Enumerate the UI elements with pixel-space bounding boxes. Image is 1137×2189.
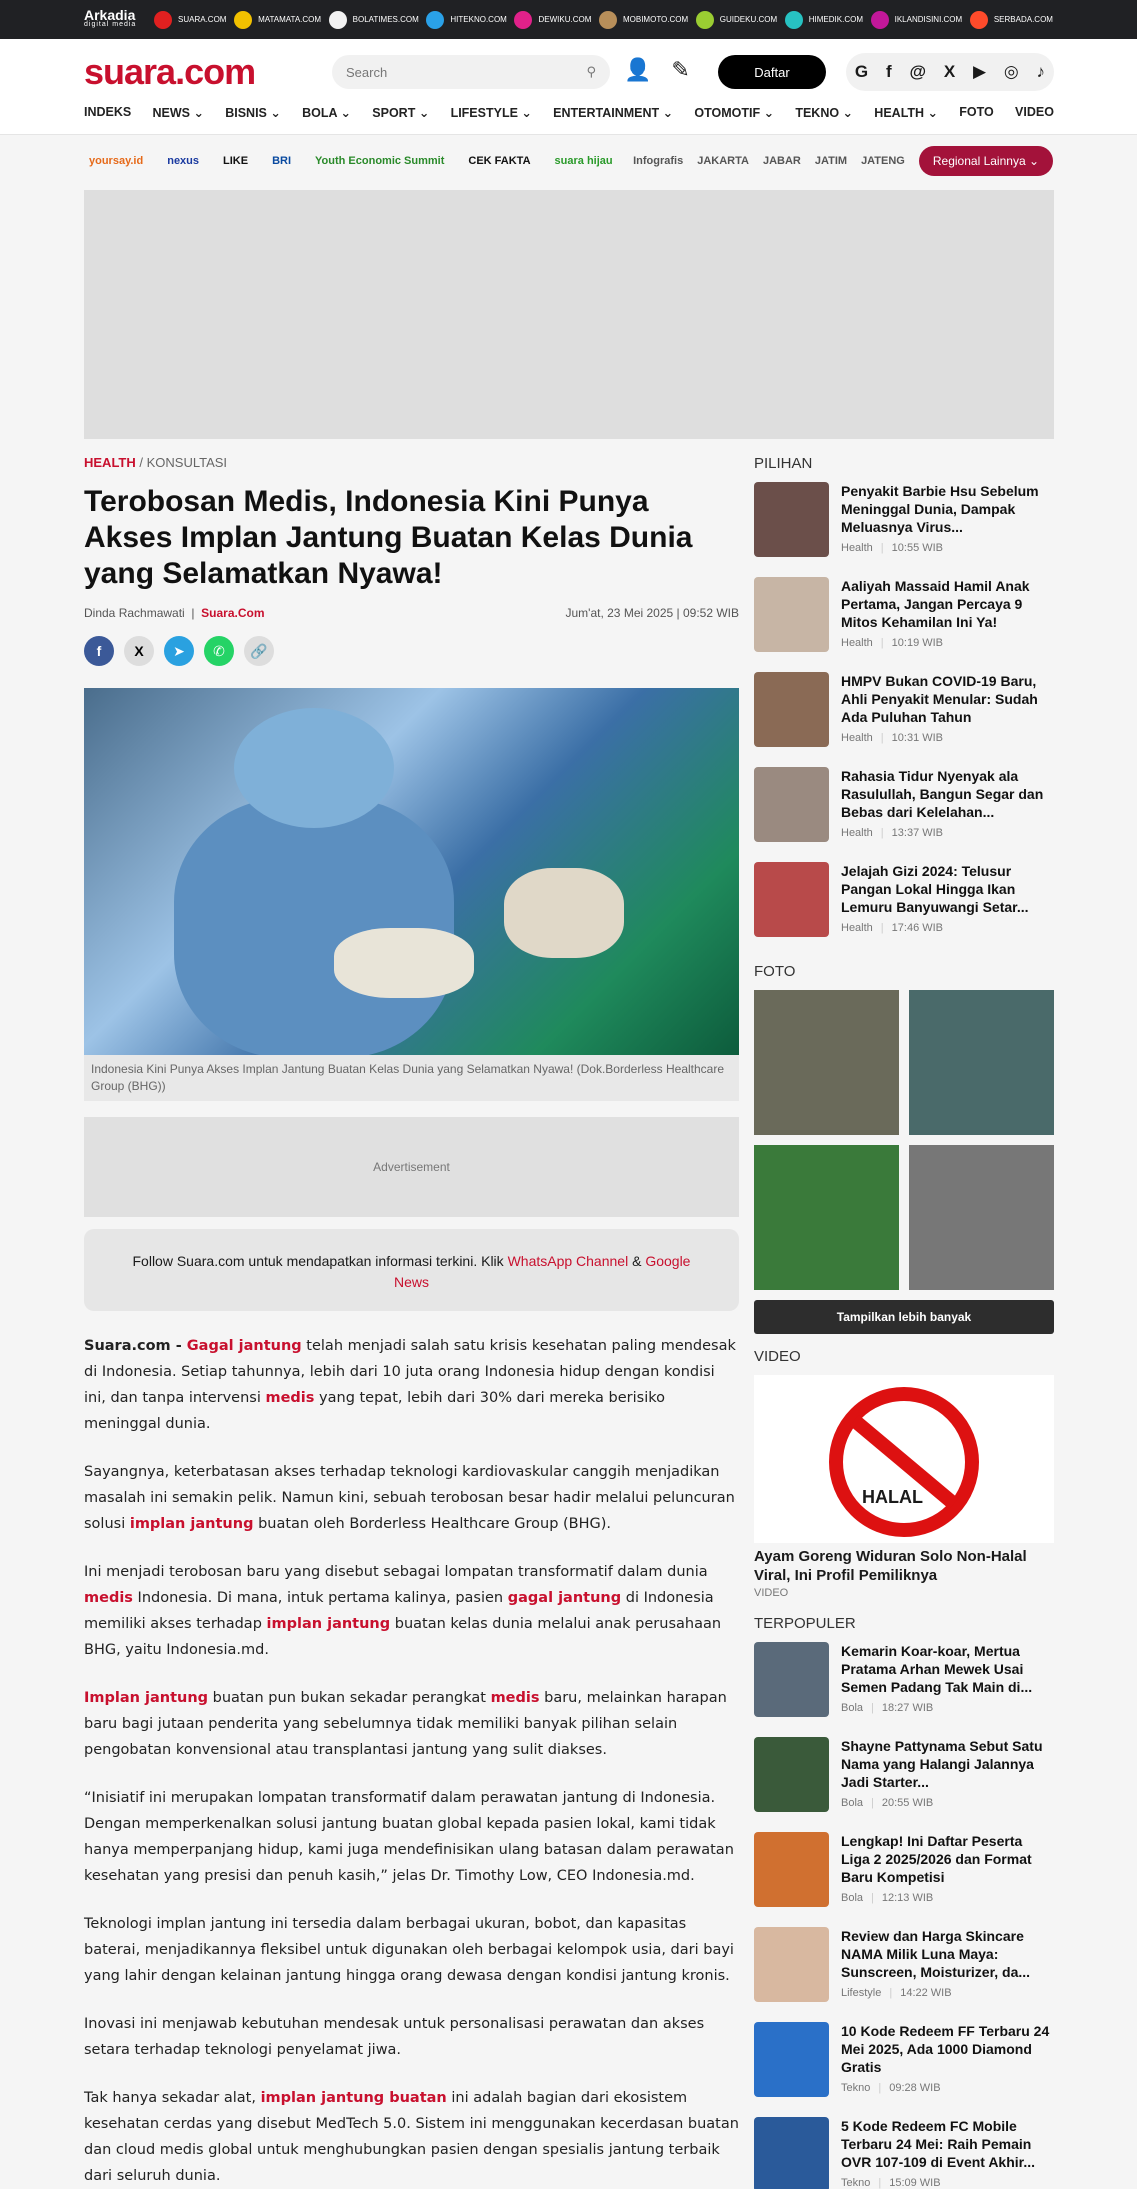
- site-name: GUIDEKU.COM: [719, 15, 778, 24]
- news-thumbnail[interactable]: [754, 1832, 829, 1907]
- network-site-link[interactable]: [426, 11, 506, 29]
- network-site-link[interactable]: [234, 11, 321, 29]
- news-meta: [841, 2177, 1054, 2189]
- news-category[interactable]: Bola: [841, 1702, 864, 1714]
- news-time: 12:13 WIB: [881, 1892, 934, 1904]
- article-body: Suara.com - Gagal jantung telah menjadi salah satu krisis kesehatan paling mendesak di Indonesia. Setiap tahunnya, lebih dari 10 juta orang Indonesia hidup dengan kondisi ini, dan tanpa intervensi medis yang tepat, lebih dari 30% dari mereka berisiko meninggal dunia. Sayangnya, keterbatasan akses terhadap teknologi kardiovaskular canggih menjadikan masalah ini semakin pelik. Namun kini, sebuah terobosan besar hadir melalui peluncuran solusi implan jantung buatan oleh Borderless Healthcare Group (BHG). Ini menjadi terobosan baru yang disebut sebagai lompatan transformatif dalam dunia medis Indonesia. Di mana, intuk pertama kalinya, pasien gagal jantung di Indonesia memiliki akses terhadap implan jantung buatan kelas dunia melalui anak perusahaan BHG, yaitu Indonesia.md. Implan jantung buatan pun bukan sekadar perangkat medis baru, melainkan harapan baru bagi jutaan penderita yang sebelumnya tidak memiliki banyak pilihan selain pengobatan konvensional atau transplantasi jantung yang sulit diakses. “Inisiatif ini merupakan lompatan transformatif dalam perawatan jantung di Indonesia. Dengan memperkenalkan solusi jantung buatan global kepada pasien lokal, kami tidak hanya memperpanjang hidup, kami juga mendefinisikan ulang batasan dalam perawatan kesehatan yang presisi dan penuh kasih,” jelas Dr. Timothy Low, CEO Indonesia.md. Teknologi implan jantung ini tersedia dalam berbagai ukuran, bobot, dan kapasitas baterai, menjadikannya fleksibel untuk digunakan oleh berbagai kelompok usia, dari bayi yang lahir dengan kelainan jantung hingga orang dewasa dengan kondisi jantung kronis. Inovasi ini menjawab kebutuhan mendesak untuk personalisasi perawatan dan akses setara terhadap teknologi penyelamat jiwa. Tak hanya sekadar alat, implan jantung buatan ini adalah bagian dari ekosistem kesehatan cerdas yang disebut MedTech 5.0. Sistem ini menggunakan kecerdasan buatan dan cloud medis global untuk menghubungkan pasien dengan spesialis jantung terbaik dari seluruh dunia.: [84, 1338, 739, 2184]
- news-thumbnail[interactable]: [754, 672, 829, 747]
- region-link[interactable]: JAKARTA: [697, 155, 749, 167]
- site-name: HITEKNO.COM: [450, 15, 507, 24]
- news-time: 20:55 WIB: [881, 1797, 934, 1809]
- publish-date: Jum'at, 23 Mei 2025 | 09:52 WIB: [565, 606, 739, 620]
- news-time: 09:28 WIB: [889, 2082, 941, 2094]
- nav-item[interactable]: TEKNO ⌄: [795, 106, 854, 120]
- article-title: Terobosan Medis, Indonesia Kini Punya Akses Implan Jantung Buatan Kelas Dunia yang Selamatkan Nyawa!: [84, 485, 693, 590]
- social-icon[interactable]: ▶: [972, 62, 987, 81]
- site-icon: [871, 11, 889, 29]
- news-card[interactable]: [754, 1832, 1054, 1927]
- site-name: HIMEDIK.COM: [808, 15, 863, 24]
- article-meta: Dinda Rachmawati | Suara.Com Jum'at, 23 Mei 2025 | 09:52 WIB: [84, 606, 739, 620]
- photo-thumbnail[interactable]: [754, 990, 899, 1135]
- nav-item[interactable]: NEWS ⌄: [152, 106, 204, 120]
- video-thumbnail[interactable]: [754, 1375, 1054, 1543]
- follow-box: Follow Suara.com untuk mendapatkan informasi terkini. Klik WhatsApp Channel & Google News: [84, 1229, 739, 1311]
- popular-heading: TERPOPULER: [754, 1615, 856, 1632]
- nav-item[interactable]: INDEKS: [84, 105, 132, 119]
- news-title[interactable]: Aaliyah Massaid Hamil Anak Pertama, Jangan Percaya 9 Mitos Kehamilan Ini Ya!: [841, 578, 1030, 630]
- region-link[interactable]: JATENG: [861, 155, 905, 167]
- region-link[interactable]: Infografis: [633, 155, 684, 167]
- site-icon: [785, 11, 803, 29]
- partner-logo[interactable]: yoursay.id: [89, 155, 144, 167]
- news-thumbnail[interactable]: [754, 767, 829, 842]
- site-name: DEWIKU.COM: [538, 15, 592, 24]
- pencil-icon[interactable]: ✎: [671, 57, 690, 82]
- source: Suara.Com: [201, 606, 265, 620]
- site-name: SERBADA.COM: [993, 15, 1053, 24]
- no-halal-sign: HALAL: [862, 1487, 923, 1507]
- main-nav: [84, 105, 1054, 120]
- news-time: 13:37 WIB: [891, 827, 944, 839]
- site-icon: [329, 11, 347, 29]
- news-title[interactable]: Penyakit Barbie Hsu Sebelum Meninggal Dunia, Dampak Meluasnya Virus...: [841, 483, 1039, 535]
- news-category[interactable]: Bola: [841, 1892, 864, 1904]
- nav-item[interactable]: BOLA ⌄: [302, 106, 352, 120]
- news-title[interactable]: Kemarin Koar-koar, Mertua Pratama Arhan Mewek Usai Semen Padang Tak Main di...: [841, 1643, 1033, 1695]
- link-icon[interactable]: 🔗: [244, 636, 274, 666]
- news-title[interactable]: Review dan Harga Skincare NAMA Milik Luna Maya: Sunscreen, Moisturizer, da...: [841, 1928, 1031, 1980]
- nav-item[interactable]: FOTO: [959, 105, 994, 119]
- news-category[interactable]: Tekno: [841, 2177, 871, 2189]
- social-icon[interactable]: f: [885, 62, 892, 81]
- network-sites: [154, 11, 1053, 29]
- news-meta: [841, 1892, 1054, 1904]
- site-icon: [696, 11, 714, 29]
- hero-image: [84, 688, 739, 1055]
- partner-bar: [0, 136, 1137, 186]
- news-thumbnail[interactable]: [754, 1642, 829, 1717]
- news-title[interactable]: Jelajah Gizi 2024: Telusur Pangan Lokal Hingga Ikan Lemuru Banyuwangi Setar...: [841, 863, 1029, 915]
- partner-logo[interactable]: suara hijau: [554, 155, 613, 167]
- breadcrumb: HEALTH / KONSULTASI: [84, 455, 228, 470]
- news-title[interactable]: Shayne Pattynama Sebut Satu Nama yang Halangi Jalannya Jadi Starter...: [841, 1738, 1043, 1790]
- network-site-link[interactable]: [599, 11, 688, 29]
- user-icon[interactable]: 👤: [624, 57, 652, 82]
- site-name: MATAMATA.COM: [258, 15, 322, 24]
- meta-divider: |: [871, 1892, 874, 1904]
- news-thumbnail[interactable]: [754, 862, 829, 937]
- news-meta: [841, 637, 1054, 649]
- news-category[interactable]: Lifestyle: [841, 1987, 882, 1999]
- social-icon[interactable]: G: [854, 62, 869, 81]
- site-name: BOLATIMES.COM: [352, 15, 419, 24]
- news-thumbnail[interactable]: [754, 2117, 829, 2189]
- network-site-link[interactable]: [970, 11, 1053, 29]
- news-time: 10:31 WIB: [891, 732, 944, 744]
- network-site-link[interactable]: [329, 11, 419, 29]
- meta-divider: |: [880, 637, 884, 649]
- article: [84, 455, 739, 2189]
- photo-grid: [754, 990, 1054, 1290]
- whatsapp-icon[interactable]: ✆: [204, 636, 234, 666]
- video-category: VIDEO: [754, 1587, 789, 1599]
- news-card[interactable]: [754, 577, 1054, 672]
- news-meta: [841, 1702, 1054, 1714]
- site-icon: [970, 11, 988, 29]
- news-time: 10:55 WIB: [891, 542, 944, 554]
- news-time: 10:19 WIB: [891, 637, 944, 649]
- network-site-link[interactable]: [871, 11, 963, 29]
- news-category[interactable]: Health: [841, 637, 873, 649]
- news-title[interactable]: HMPV Bukan COVID-19 Baru, Ahli Penyakit Menular: Sudah Ada Puluhan Tahun: [841, 673, 1038, 725]
- news-card[interactable]: [754, 1737, 1054, 1832]
- network-bar: [0, 0, 1137, 39]
- partner-logo[interactable]: nexus: [167, 155, 200, 167]
- news-card[interactable]: [754, 482, 1054, 577]
- news-title[interactable]: Rahasia Tidur Nyenyak ala Rasulullah, Bangun Segar dan Bebas dari Kelelahan...: [841, 768, 1044, 820]
- search-icon[interactable]: ⚲: [586, 64, 596, 79]
- news-category[interactable]: Tekno: [841, 2082, 871, 2094]
- register-button[interactable]: Daftar: [718, 55, 826, 89]
- social-links: [846, 53, 1054, 91]
- photo-thumbnail[interactable]: [909, 1145, 1054, 1290]
- meta-divider: |: [880, 542, 884, 554]
- nav-item[interactable]: BISNIS ⌄: [225, 106, 281, 120]
- author: Dinda Rachmawati: [84, 606, 185, 620]
- news-time: 17:46 WIB: [891, 922, 944, 934]
- whatsapp-channel-link[interactable]: WhatsApp Channel: [507, 1253, 629, 1269]
- news-category[interactable]: Health: [841, 732, 873, 744]
- news-thumbnail[interactable]: [754, 1737, 829, 1812]
- news-thumbnail[interactable]: [754, 1927, 829, 2002]
- nav-item[interactable]: VIDEO: [1015, 105, 1054, 119]
- news-time: 14:22 WIB: [900, 1987, 952, 1999]
- meta-divider: |: [880, 732, 884, 744]
- meta-divider: |: [880, 827, 884, 839]
- show-more-button[interactable]: Tampilkan lebih banyak: [754, 1300, 1054, 1334]
- partner-logo[interactable]: Youth Economic Summit: [315, 155, 445, 167]
- foto-heading: FOTO: [754, 963, 796, 980]
- nav-item[interactable]: SPORT ⌄: [372, 106, 430, 120]
- network-site-link[interactable]: [514, 11, 591, 29]
- news-time: 15:09 WIB: [889, 2177, 941, 2189]
- meta-divider: |: [880, 922, 884, 934]
- news-card[interactable]: [754, 862, 1054, 957]
- meta-divider: |: [878, 2082, 882, 2094]
- news-meta: [841, 1797, 1054, 1809]
- site-icon: [234, 11, 252, 29]
- news-meta: [841, 827, 1054, 839]
- news-meta: [841, 922, 1054, 934]
- news-category[interactable]: Bola: [841, 1797, 864, 1809]
- partner-logo[interactable]: CEK FAKTA: [468, 155, 531, 167]
- news-title[interactable]: Lengkap! Ini Daftar Peserta Liga 2 2025/2026 dan Format Baru Kompetisi: [841, 1833, 1032, 1885]
- search-placeholder: Search: [346, 64, 388, 80]
- social-icon[interactable]: X: [943, 62, 956, 81]
- news-meta: [841, 542, 1054, 554]
- social-icon[interactable]: @: [909, 62, 927, 81]
- social-icon[interactable]: ♪: [1036, 62, 1046, 81]
- partner-logo[interactable]: LIKE: [223, 155, 249, 167]
- news-meta: [841, 1987, 1054, 1999]
- news-card[interactable]: [754, 1927, 1054, 2022]
- search-input[interactable]: [332, 55, 610, 89]
- google-news-link[interactable]: Google News: [393, 1253, 691, 1290]
- site-icon: [426, 11, 444, 29]
- nav-item[interactable]: OTOMOTIF ⌄: [694, 106, 775, 120]
- pilihan-heading: PILIHAN: [754, 455, 813, 472]
- site-name: IKLANDISINI.COM: [894, 15, 963, 24]
- news-time: 18:27 WIB: [881, 1702, 934, 1714]
- news-category[interactable]: Health: [841, 827, 873, 839]
- image-caption: Indonesia Kini Punya Akses Implan Jantung Buatan Kelas Dunia yang Selamatkan Nyawa! (Dok.Borderless Healthcare Group (BHG)): [84, 1055, 739, 1101]
- meta-divider: |: [878, 2177, 882, 2189]
- news-meta: [841, 732, 1054, 744]
- video-heading: VIDEO: [754, 1348, 801, 1365]
- region-link[interactable]: JATIM: [814, 155, 848, 167]
- news-category[interactable]: Health: [841, 922, 873, 934]
- meta-divider: |: [889, 1987, 893, 1999]
- facebook-icon[interactable]: f: [84, 636, 114, 666]
- region-link[interactable]: JABAR: [762, 155, 801, 167]
- site-header: [0, 39, 1137, 135]
- social-icon[interactable]: ◎: [1003, 62, 1019, 81]
- news-thumbnail[interactable]: [754, 2022, 829, 2097]
- network-site-link[interactable]: [696, 11, 777, 29]
- site-name: MOBIMOTO.COM: [622, 15, 689, 24]
- network-site-link[interactable]: [785, 11, 863, 29]
- site-logo[interactable]: suara.com: [84, 51, 256, 92]
- photo-thumbnail[interactable]: [754, 1145, 899, 1290]
- news-meta: [841, 2082, 1054, 2094]
- meta-divider: |: [871, 1797, 874, 1809]
- meta-divider: |: [871, 1702, 874, 1714]
- photo-thumbnail[interactable]: [909, 990, 1054, 1135]
- nav-item[interactable]: ENTERTAINMENT ⌄: [553, 106, 674, 120]
- news-card[interactable]: [754, 672, 1054, 767]
- news-title[interactable]: 10 Kode Redeem FF Terbaru 24 Mei 2025, Ada 1000 Diamond Gratis: [841, 2023, 1050, 2075]
- arkadia-logo[interactable]: Arkadia digital media: [84, 6, 137, 28]
- news-card[interactable]: [754, 767, 1054, 862]
- advertisement[interactable]: Advertisement: [84, 1117, 739, 1217]
- news-category[interactable]: Health: [841, 542, 873, 554]
- site-icon: [599, 11, 617, 29]
- nav-item[interactable]: HEALTH ⌄: [874, 106, 939, 120]
- x-icon[interactable]: X: [124, 636, 154, 666]
- regional-button[interactable]: Regional Lainnya ⌄: [919, 146, 1053, 176]
- news-title[interactable]: 5 Kode Redeem FC Mobile Terbaru 24 Mei: Raih Pemain OVR 107-109 di Event Akhir...: [841, 2118, 1036, 2170]
- telegram-icon[interactable]: ➤: [164, 636, 194, 666]
- news-thumbnail[interactable]: [754, 577, 829, 652]
- site-icon: [154, 11, 172, 29]
- news-thumbnail[interactable]: [754, 482, 829, 557]
- network-site-link[interactable]: [154, 11, 226, 29]
- news-card[interactable]: [754, 2117, 1054, 2189]
- site-name: SUARA.COM: [178, 15, 227, 24]
- news-card[interactable]: [754, 1642, 1054, 1737]
- video-title[interactable]: Ayam Goreng Widuran Solo Non-Halal Viral, Ini Profil Pemiliknya: [754, 1548, 1027, 1584]
- partner-logo[interactable]: BRI: [272, 155, 292, 167]
- share-bar: [84, 636, 739, 666]
- news-card[interactable]: [754, 2022, 1054, 2117]
- site-icon: [514, 11, 532, 29]
- top-ad[interactable]: [84, 190, 1054, 439]
- nav-item[interactable]: LIFESTYLE ⌄: [450, 106, 532, 120]
- sidebar: [754, 455, 1054, 2189]
